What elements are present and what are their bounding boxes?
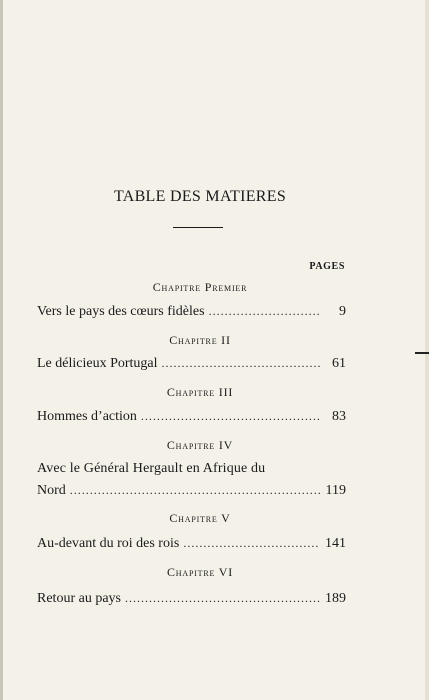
dot-leader [141,406,320,426]
dot-leader [70,480,320,500]
toc-entry-4[interactable] [37,480,346,501]
toc-title: TABLE DES MATIERES [113,188,287,205]
dot-leader [125,588,320,608]
entry-page-number: 119 [325,483,346,498]
toc-entry-6[interactable] [37,588,346,609]
entry-title: Vers le pays des cœurs fidèles [37,304,205,319]
entry-page-number: 83 [332,409,346,424]
entry-page-number: 141 [325,536,346,551]
entry-title: Au-devant du roi des rois [37,536,180,551]
dot-leader [183,533,320,553]
entry-title: Hommes d’action [37,409,137,424]
chapter-heading-4: Chapitre IV [166,438,234,452]
page-edge-right [425,0,429,700]
dot-leader [162,353,320,373]
chapter-heading-3: Chapitre III [166,385,234,399]
toc-entry-2[interactable] [37,353,346,374]
entry-title: Nord [37,483,66,498]
toc-entry-5[interactable] [37,533,346,554]
toc-entry-1[interactable] [37,301,346,322]
toc-entry-4-line1[interactable]: Avec le Général Hergault en Afrique du [37,461,266,476]
title-underline [173,227,223,228]
pages-column-label: PAGES [309,261,345,272]
toc-entry-3[interactable] [37,406,346,427]
entry-page-number: 9 [339,304,346,319]
chapter-heading-5: Chapitre V [169,511,231,525]
page-edge-left [0,0,3,700]
page-edge-mark [415,352,429,354]
chapter-heading-2: Chapitre II [169,333,231,347]
entry-title: Retour au pays [37,591,121,606]
dot-leader [209,301,320,321]
entry-title: Le délicieux Portugal [37,356,158,371]
chapter-heading-6: Chapitre VI [166,565,234,579]
entry-page-number: 189 [325,591,346,606]
entry-page-number: 61 [332,356,346,371]
chapter-heading-1: Chapitre Premier [152,280,248,294]
